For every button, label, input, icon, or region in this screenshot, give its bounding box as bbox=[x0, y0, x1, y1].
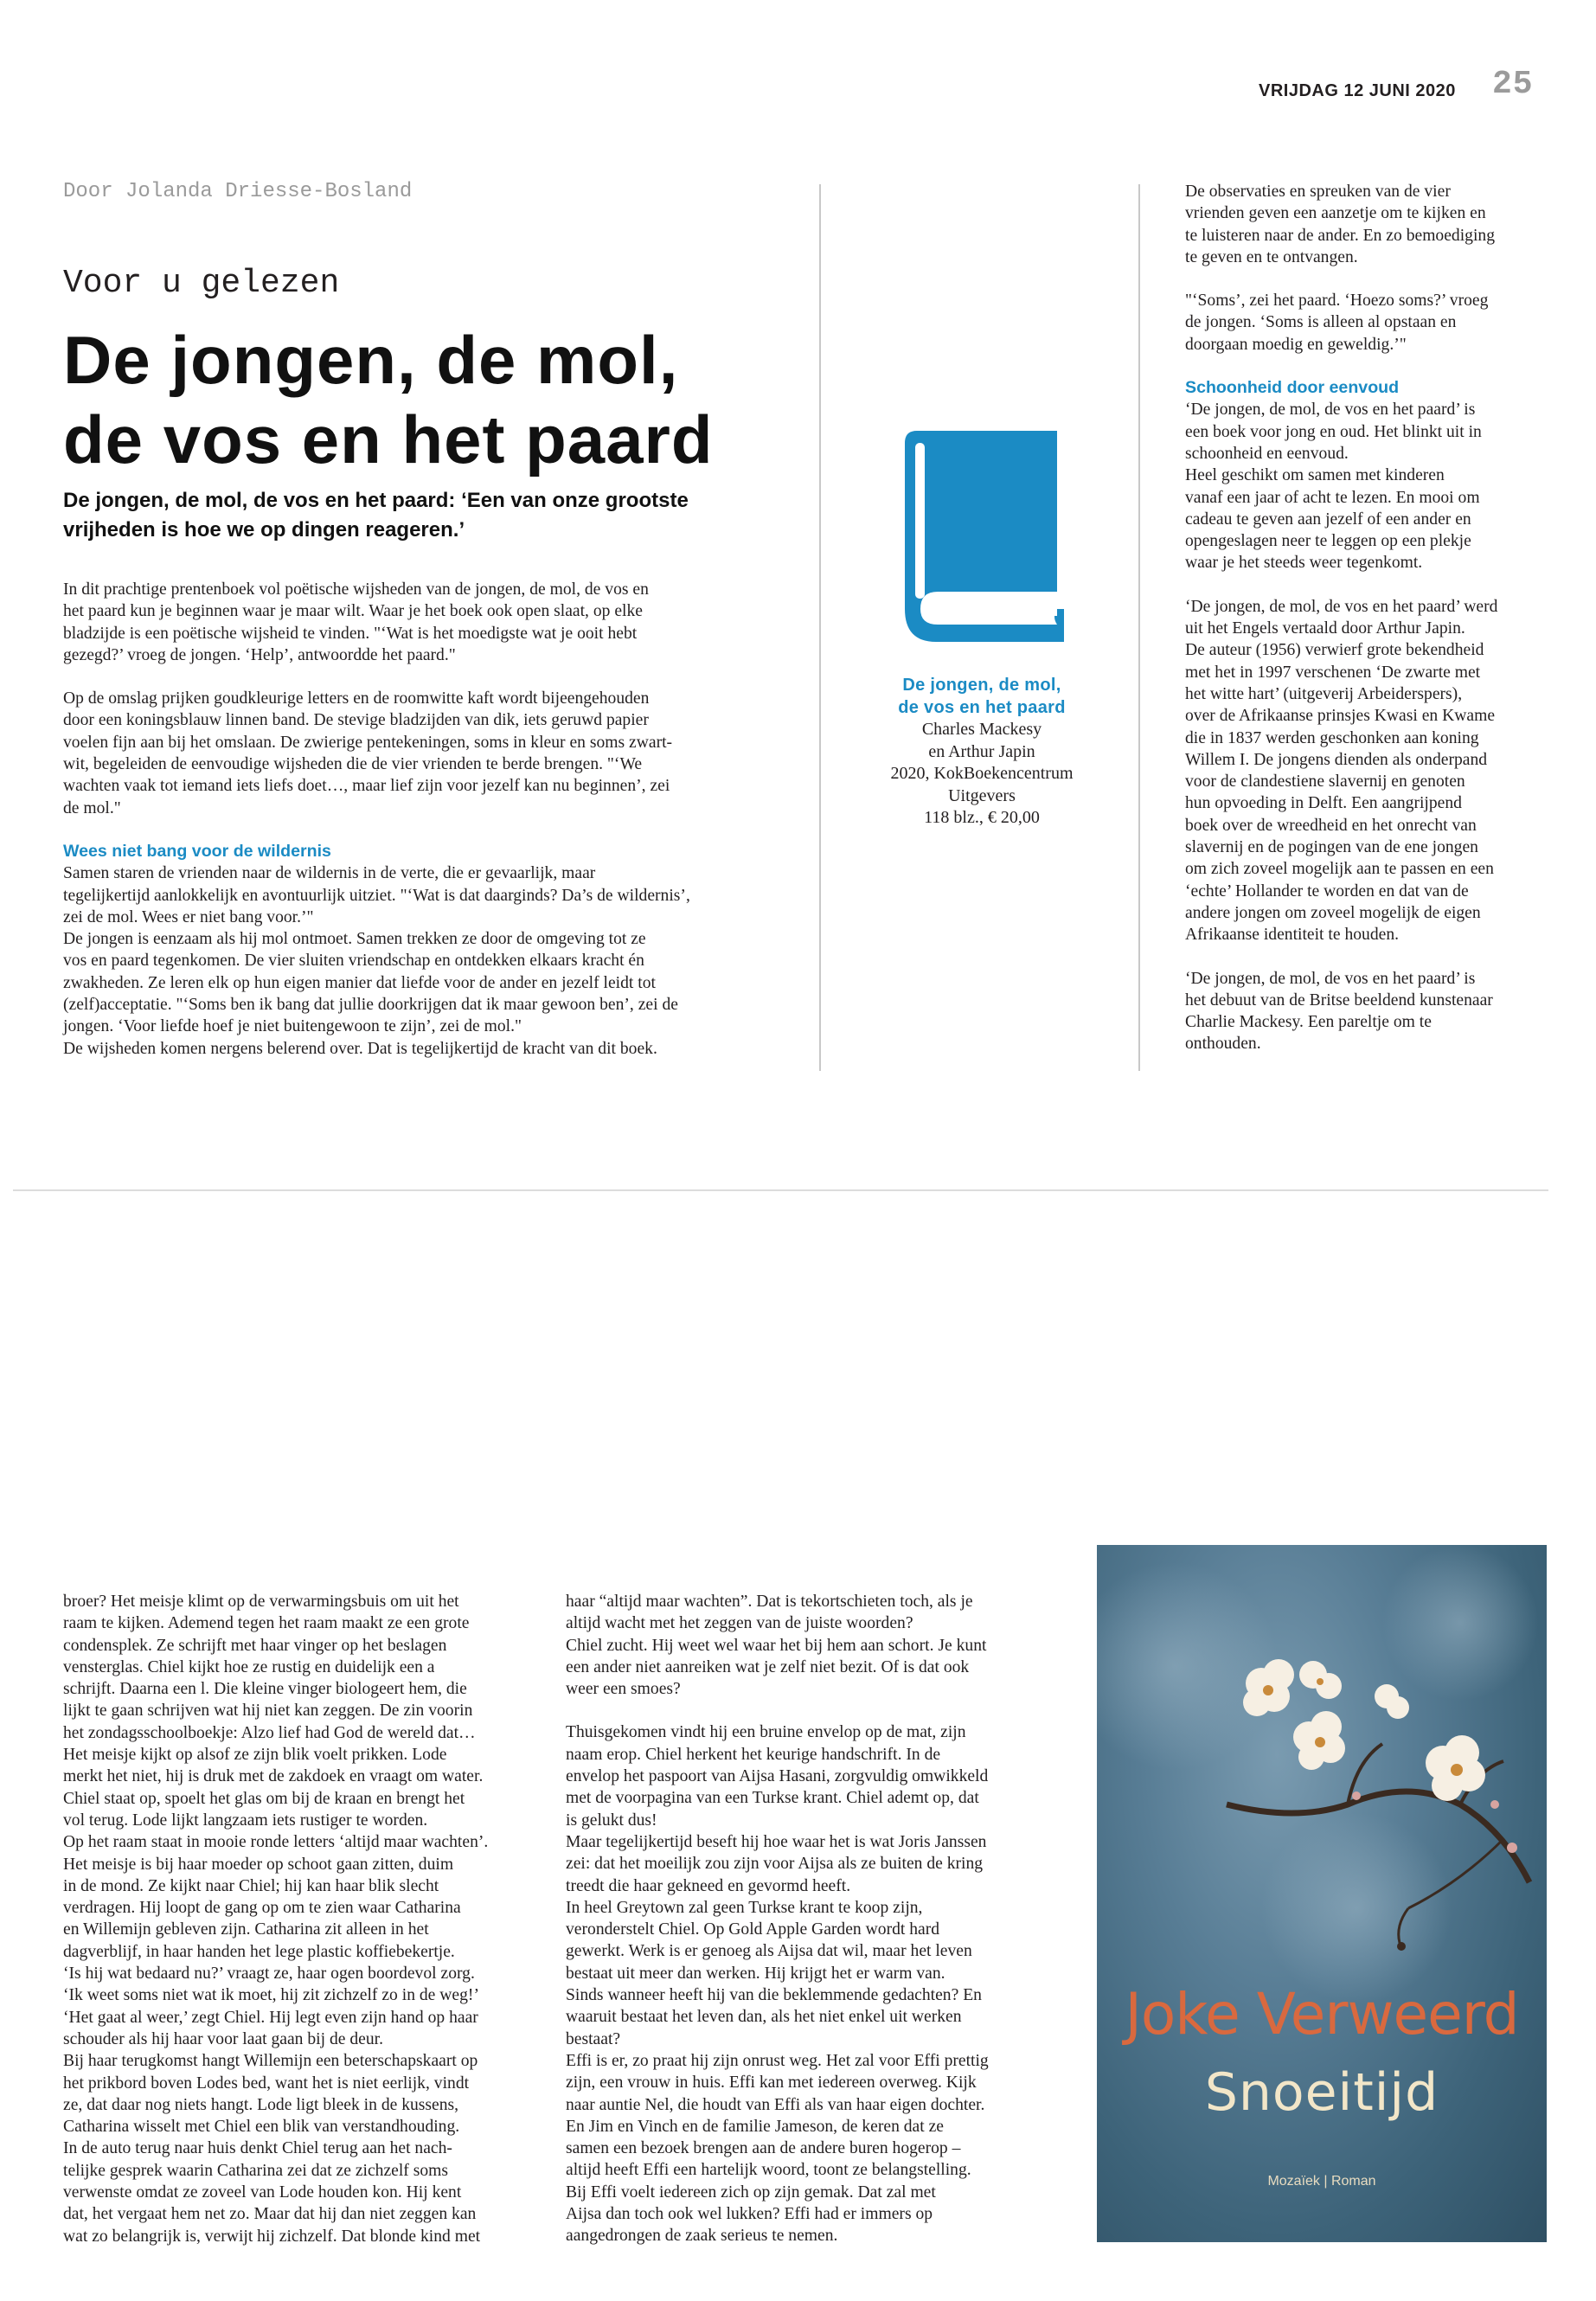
text-line: zijn, een vrouw in huis. Effi kan met iedereen overweg. Kijk bbox=[566, 2073, 977, 2093]
headline bbox=[63, 320, 842, 479]
blossom-branch-illustration bbox=[1097, 1545, 1547, 2242]
book-publisher-line-1: 2020, KokBoekencentrum bbox=[890, 764, 1074, 783]
text-line: om zich zoveel mogelijk aan te passen en een bbox=[1185, 860, 1494, 879]
text-line: bestaat uit meer dan werken. Hij krijgt het er warm van. bbox=[566, 1964, 945, 1983]
text-line: het prikbord boven Lodes bed, want het is niet eerlijk, vindt bbox=[63, 2073, 470, 2093]
text-line: gezegd?’ vroeg de jongen. ‘Help’, antwoordde het paard." bbox=[63, 645, 456, 664]
text-line: vanaf een jaar of acht te lezen. En mooi om bbox=[1185, 488, 1480, 507]
text-line: vol terug. Lode lijkt langzaam iets rustiger te worden. bbox=[63, 1811, 428, 1830]
text-line: Willem I. De jongens dienden als onderpand bbox=[1185, 750, 1488, 769]
text-line: het paard kun je beginnen waar je maar wilt. Waar je het boek ook open slaat, op elke bbox=[63, 602, 643, 621]
text-line: ‘De jongen, de mol, de vos en het paard’ werd bbox=[1185, 597, 1498, 616]
text-line: Het meisje kijkt op alsof ze zijn blik voelt prikken. Lode bbox=[63, 1746, 447, 1765]
text-line: (zelf)acceptatie. "‘Soms ben ik bang dat jullie doorkrijgen dat ik maar gewoon ben’, zei de bbox=[63, 996, 678, 1015]
book-info bbox=[848, 675, 1116, 830]
text-line: De auteur (1956) verwierf grote bekendheid bbox=[1185, 641, 1484, 660]
text-line: dat, het vergaat hem net zo. Maar dat hij dan niet zeggen kan bbox=[63, 2205, 477, 2224]
text-line: merkt het niet, hij is druk met de zakdoek en vraagt om water. bbox=[63, 1767, 484, 1786]
cover-publisher: Mozaïek | Roman bbox=[1267, 2174, 1376, 2189]
text-line: te geven en te ontvangen. bbox=[1185, 247, 1358, 266]
story-column-1 bbox=[63, 1591, 535, 2247]
text-line: waaruit bestaat het leven dan, als het niet enkel uit werken bbox=[566, 2008, 962, 2027]
text-line: met de voorpagina van een Turkse krant. Chiel ademt op, dat bbox=[566, 1789, 979, 1808]
cover-title: Snoeitijd bbox=[1204, 2062, 1439, 2123]
text-line: een boek voor jong en oud. Het blinkt uit in bbox=[1185, 422, 1482, 441]
article-main-column bbox=[63, 579, 798, 1060]
text-line: Catharina wisselt met Chiel een blik van verstandhouding. bbox=[63, 2118, 460, 2137]
text-line: In dit prachtige prentenboek vol poëtische wijsheden van de jongen, de mol, de vos en bbox=[63, 580, 649, 599]
text-line: uit het Engels vertaald door Arthur Japin. bbox=[1185, 619, 1465, 638]
subheading: Wees niet bang voor de wildernis bbox=[63, 841, 331, 861]
text-line: Afrikaanse identiteit te houden. bbox=[1185, 926, 1400, 945]
page-date: VRIJDAG 12 JUNI 2020 bbox=[1259, 81, 1456, 100]
text-line: telijke gesprek waarin Catharina zei dat ze zichzelf soms bbox=[63, 2161, 449, 2180]
text-line: broer? Het meisje klimt op de verwarmingsbuis om uit het bbox=[63, 1593, 459, 1611]
text-line: De jongen is eenzaam als hij mol ontmoet. Samen trekken ze door de omgeving tot ze bbox=[63, 930, 646, 949]
text-line: is gelukt dus! bbox=[566, 1811, 657, 1830]
text-line: onthouden. bbox=[1185, 1035, 1261, 1054]
text-line: Chiel staat op, spoelt het glas om bij de kraan en brengt het bbox=[63, 1789, 465, 1808]
text-line: altijd wacht met het zeggen van de juiste woorden? bbox=[566, 1614, 913, 1633]
intro bbox=[63, 486, 798, 545]
text-line: vos en paard tegenkomen. De vier sluiten vriendschap en ontdekken elkaars kracht én bbox=[63, 952, 644, 971]
text-line: treedt die haar gekneed en gevormd heeft. bbox=[566, 1876, 851, 1895]
text-line: naam erop. Chiel herkent het keurige handschrift. In de bbox=[566, 1745, 941, 1764]
text-line: Charlie Mackesy. Een pareltje om te bbox=[1185, 1013, 1432, 1032]
text-line: verwenste omdat ze zoveel van Lode houden kon. Hij kent bbox=[63, 2183, 462, 2202]
text-line: schouder als hij haar voor laat gaan bij de deur. bbox=[63, 2029, 383, 2048]
text-line: Chiel zucht. Hij weet wel waar het bij hem aan schort. Je kunt bbox=[566, 1636, 987, 1655]
book-cover bbox=[1097, 1545, 1547, 2242]
text-line: Op het raam staat in mooie ronde letters ‘altijd maar wachten’. bbox=[63, 1833, 489, 1852]
paragraph bbox=[63, 579, 798, 666]
text-line: waar je het steeds weer tegenkomt. bbox=[1185, 554, 1423, 573]
text-line: hun opvoeding in Delft. Een aangrijpend bbox=[1185, 794, 1462, 813]
text-line: envelop het paspoort van Aijsa Hasani, zorgvuldig omwikkeld bbox=[566, 1767, 989, 1786]
text-line: weer een smoes? bbox=[566, 1680, 681, 1699]
text-line: dagverblijf, in haar handen het lege plastic koffiebekertje. bbox=[63, 1942, 455, 1961]
text-line: ze, dat daar nog niets hangt. Lode ligt bleek in de kussens, bbox=[63, 2095, 459, 2114]
text-line: voor de clandestiene slavernij en genoten bbox=[1185, 772, 1465, 792]
text-line: te luisteren naar de ander. En zo bemoediging bbox=[1185, 226, 1495, 245]
text-line: zei de mol. Wees er niet bang voor.’" bbox=[63, 907, 314, 926]
text-line: bestaat? bbox=[566, 2029, 621, 2048]
text-line: gewerkt. Werk is er genoeg als Aijsa dat wil, maar het leven bbox=[566, 1942, 972, 1961]
text-line: en Willemijn gebleven zijn. Catharina zit alleen in het bbox=[63, 1920, 429, 1939]
article-right-column bbox=[1185, 181, 1548, 1055]
text-line: door een koningsblauw linnen band. De stevige bladzijden van dik, iets geruwd papier bbox=[63, 711, 649, 730]
text-line: Aijsa dan toch ook wel lukken? Effi had er immers op bbox=[566, 2205, 933, 2224]
text-line: vrienden geven een aanzetje om te kijken en bbox=[1185, 204, 1486, 223]
text-line: lijkt te gaan schrijven wat hij niet kan zeggen. De zin voorin bbox=[63, 1702, 473, 1721]
paragraph bbox=[1185, 290, 1548, 356]
text-line: Op de omslag prijken goudkleurige letters en de roomwitte kaft wordt bijeengehouden bbox=[63, 689, 650, 708]
text-line: schrijft. Daarna een l. Die kleine vinger biologeert hem, die bbox=[63, 1680, 467, 1699]
intro-line-1: De jongen, de mol, de vos en het paard: ‘Een van onze grootste bbox=[63, 489, 689, 512]
text-line: andere jongen om zoveel mogelijk de eigen bbox=[1185, 903, 1481, 922]
text-line: vensterglas. Chiel kijkt hoe ze rustig en duidelijk een a bbox=[63, 1657, 435, 1676]
book-translator: en Arthur Japin bbox=[928, 741, 1035, 761]
text-line: bladzijde is een poëtische wijsheid te vinden. "‘Wat is het moedigste wat je ooit hebt bbox=[63, 624, 638, 643]
text-line: het debuut van de Britse beeldend kunstenaar bbox=[1185, 990, 1493, 1009]
text-line: die in 1837 werden geschonken aan koning bbox=[1185, 728, 1479, 747]
column-divider bbox=[1138, 184, 1140, 1071]
text-line: In heel Greytown zal geen Turkse krant te koop zijn, bbox=[566, 1898, 923, 1917]
text-line: samen een bezoek brengen aan de andere buren hogerop – bbox=[566, 2139, 961, 2158]
text-line: het zondagsschoolboekje: Alzo lief had God de wereld dat… bbox=[63, 1723, 476, 1742]
book-details: 118 blz., € 20,00 bbox=[924, 808, 1040, 827]
intro-line-2: vrijheden is hoe we op dingen reageren.’ bbox=[63, 518, 465, 542]
text-line: Bij haar terugkomst hangt Willemijn een beterschapskaart op bbox=[63, 2052, 478, 2071]
text-line: doorgaan moedig en geweldig.’" bbox=[1185, 335, 1407, 354]
text-line: De observaties en spreuken van de vier bbox=[1185, 183, 1451, 201]
text-line: de mol." bbox=[63, 798, 121, 817]
column-divider bbox=[819, 184, 821, 1071]
text-line: ‘De jongen, de mol, de vos en het paard’ is bbox=[1185, 401, 1476, 420]
kicker: Voor u gelezen bbox=[63, 265, 340, 302]
paragraph bbox=[63, 1591, 535, 2247]
text-line: naar auntie Nel, die houdt van Effi als van haar eigen dochter. bbox=[566, 2095, 985, 2114]
text-line: zwakheden. Ze leren elk op hun eigen manier dat liefde voor de ander en jezelf leidt tot bbox=[63, 973, 656, 992]
section-divider bbox=[13, 1189, 1548, 1191]
text-line: De wijsheden komen nergens belerend over. Dat is tegelijkertijd de kracht van dit boek. bbox=[63, 1039, 657, 1058]
text-line: Effi is er, zo praat hij zijn onrust weg. Het zal voor Effi prettig bbox=[566, 2051, 989, 2070]
text-line: aangedrongen de zaak serieus te nemen. bbox=[566, 2227, 838, 2246]
text-line: ‘echte’ Hollander te worden en dat van de bbox=[1185, 881, 1469, 901]
subheading: Schoonheid door eenvoud bbox=[1185, 378, 1400, 398]
text-line: boek over de wreedheid en het onrecht van bbox=[1185, 816, 1477, 835]
text-line: verdragen. Hij loopt de gang op om te zien waar Catharina bbox=[63, 1899, 461, 1918]
text-line: met het in 1997 verschenen ‘De zwarte met bbox=[1185, 663, 1481, 682]
paragraph bbox=[1185, 968, 1548, 1055]
text-line: slavernij en de pogingen van de ene jongen bbox=[1185, 838, 1478, 857]
paragraph bbox=[63, 688, 798, 819]
text-line: "‘Soms’, zei het paard. ‘Hoezo soms?’ vroeg bbox=[1185, 292, 1489, 311]
book-title-line-2: de vos en het paard bbox=[898, 697, 1066, 717]
text-line: wachten vaak tot iemand iets liefs doet…, maar lief zijn voor jezelf kan nu beginnen’, zei bbox=[63, 777, 670, 796]
text-line: Samen staren de vrienden naar de wildernis in de verte, die er gevaarlijk, maar bbox=[63, 864, 596, 883]
text-line: het witte hart’ (uitgeverij Arbeiderspers), bbox=[1185, 684, 1463, 703]
text-line: cadeau te geven aan jezelf of een ander en bbox=[1185, 510, 1471, 529]
text-line: Maar tegelijkertijd beseft hij hoe waar het is wat Joris Janssen bbox=[566, 1832, 987, 1851]
text-line: ‘Het gaat al weer,’ zegt Chiel. Hij legt even zijn hand op haar bbox=[63, 2008, 478, 2027]
book-author: Charles Mackesy bbox=[921, 720, 1042, 739]
paragraph bbox=[1185, 181, 1548, 268]
text-line: over de Afrikaanse prinsjes Kwasi en Kwame bbox=[1185, 707, 1496, 726]
text-line: Sinds wanneer heeft hij van die beklemmende gedachten? En bbox=[566, 1986, 982, 2005]
text-line: In de auto terug naar huis denkt Chiel terug aan het nach- bbox=[63, 2139, 452, 2158]
paragraph bbox=[1185, 399, 1548, 574]
text-line: Thuisgekomen vindt hij een bruine envelop op de mat, zijn bbox=[566, 1723, 966, 1742]
cover-author: Joke Verweerd bbox=[1125, 1981, 1519, 2048]
text-line: voelen fijn aan bij het omslaan. De zwierige pentekeningen, soms in kleur en soms zwart- bbox=[63, 733, 673, 752]
text-line: tegelijkertijd aanlokkelijk en avontuurlijk uitziet. "‘Wat is dat daarginds? Da’s de wildernis’, bbox=[63, 886, 690, 905]
text-line: ‘De jongen, de mol, de vos en het paard’ is bbox=[1185, 969, 1476, 988]
text-line: ‘Ik weet soms niet wat ik moet, hij zit zichzelf zo in de weg!’ bbox=[63, 1986, 479, 2005]
paragraph bbox=[566, 1591, 1059, 1700]
text-line: condensplek. Ze schrijft met haar vinger op het beslagen bbox=[63, 1636, 447, 1655]
text-line: haar “altijd maar wachten”. Dat is tekortschieten toch, als je bbox=[566, 1593, 973, 1611]
text-line: in de mond. Ze kijkt naar Chiel; hij kan haar blik slecht bbox=[63, 1876, 439, 1895]
story-column-2 bbox=[566, 1591, 1059, 2247]
text-line: veronderstelt Chiel. Op Gold Apple Garden wordt hard bbox=[566, 1920, 940, 1939]
text-line: zei: dat het moeilijk zou zijn voor Aijsa als ze buiten de kring bbox=[566, 1855, 984, 1874]
text-line: wit, begeleiden de eenvoudige wijsheden die de vier vrienden te berde brengen. "‘We bbox=[63, 755, 643, 774]
paragraph bbox=[566, 1721, 1059, 2247]
text-line: opengeslagen neer te leggen op een plekje bbox=[1185, 532, 1471, 551]
headline-line-2: de vos en het paard bbox=[63, 401, 714, 478]
paragraph bbox=[63, 862, 798, 1060]
book-title-line-1: De jongen, de mol, bbox=[902, 676, 1061, 695]
text-line: de jongen. ‘Soms is alleen al opstaan en bbox=[1185, 313, 1457, 332]
text-line: wat zo belangrijk is, verwijt hij zichzelf. Dat blonde kind met bbox=[63, 2227, 481, 2246]
text-line: een ander niet aanreiken wat je zelf niet bezit. Of is dat ook bbox=[566, 1657, 970, 1676]
page-number: 25 bbox=[1492, 66, 1534, 103]
text-line: Het meisje is bij haar moeder op schoot gaan zitten, duim bbox=[63, 1855, 454, 1874]
headline-line-1: De jongen, de mol, bbox=[63, 322, 679, 398]
byline: Door Jolanda Driesse-Bosland bbox=[63, 180, 413, 203]
text-line: raam te kijken. Ademend tegen het raam maakt ze een grote bbox=[63, 1614, 470, 1633]
text-line: ‘Is hij wat bedaard nu?’ vraagt ze, haar ogen boordevol zorg. bbox=[63, 1965, 475, 1984]
text-line: altijd heeft Effi een hartelijk woord, toont ze belangstelling. bbox=[566, 2161, 971, 2180]
text-line: jongen. ‘Voor liefde hoef je niet buitengewoon te zijn’, zei de mol." bbox=[63, 1017, 522, 1036]
paragraph bbox=[1185, 596, 1548, 946]
book-publisher-line-2: Uitgevers bbox=[948, 785, 1016, 805]
book-icon bbox=[896, 431, 1069, 642]
text-line: Heel geschikt om samen met kinderen bbox=[1185, 466, 1445, 485]
text-line: schoonheid en eenvoud. bbox=[1185, 444, 1349, 463]
text-line: En Jim en Vinch en de familie Jameson, de keren dat ze bbox=[566, 2117, 944, 2136]
text-line: Bij Effi voelt iedereen zich op zijn gemak. Dat zal met bbox=[566, 2182, 936, 2202]
